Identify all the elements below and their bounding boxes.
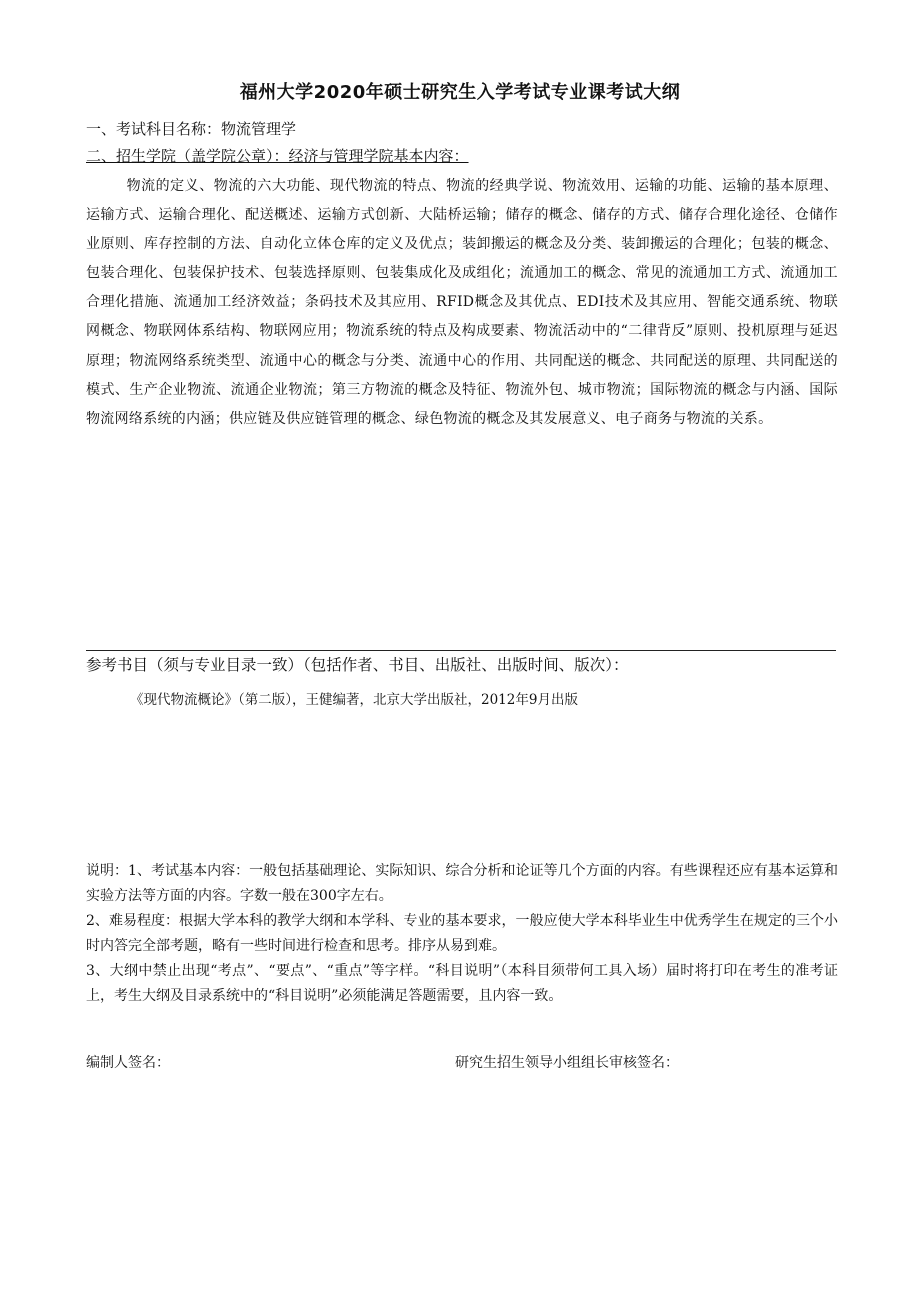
document-title: 福州大学2020年硕士研究生入学考试专业课考试大纲: [239, 82, 681, 103]
college-line: 二、招生学院（盖学院公章）：经济与管理学院基本内容：: [86, 147, 469, 165]
exam-subject-line: 一、考试科目名称：物流管理学: [86, 120, 297, 138]
compiler-signature-label: 编制人签名：: [86, 1055, 170, 1071]
reviewer-signature-label: 研究生招生领导小组组长审核签名：: [455, 1055, 679, 1071]
section-divider: [86, 650, 836, 651]
note-item: 3、大纲中禁止出现“考点”、“要点”、“重点”等字样。“科目说明”（本科目须带何工具入场）届时将打印在考生的准考证上，考生大纲及目录系统中的“科目说明”必须能满足答题需要，且内容一致。: [86, 963, 838, 1004]
notes-section: [86, 859, 838, 1009]
reference-book-item: 《现代物流概论》（第二版），王健编著，北京大学出版社，2012年9月出版: [130, 692, 578, 708]
note-item: 2、难易程度：根据大学本科的教学大纲和本学科、专业的基本要求，一般应使大学本科毕业生中优秀学生在规定的三个小时内答完全部考题，略有一些时间进行检查和思考。排序从易到难。: [86, 913, 838, 954]
content-paragraph: 物流的定义、物流的六大功能、现代物流的特点、物流的经典学说、物流效用、运输的功能、运输的基本原理、运输方式、运输合理化、配送概述、运输方式创新、大陆桥运输；储存的概念、储存的方式、储存合理化途径、仓储作业原则、库存控制的方法、自动化立体仓库的定义及优点；装卸搬运的概念及分类、装卸搬运的合理化；包装的概念、包装合理化、包装保护技术、包装选择原则、包装集成化及成组化；流通加工的概念、常见的流通加工方式、流通加工合理化措施、流通加工经济效益；条码技术及其应用、RFID概念及其优点、EDI技术及其应用、智能交通系统、物联网概念、物联网体系结构、物联网应用；物流系统的特点及构成要素、物流活动中的“二律背反”原则、投机原理与延迟原理；物流网络系统类型、流通中心的概念与分类、流通中心的作用、共同配送的概念、共同配送的原理、共同配送的模式、生产企业物流、流通企业物流；第三方物流的概念及特征、物流外包、城市物流；国际物流的概念与内涵、国际物流网络系统的内涵；供应链及供应链管理的概念、绿色物流的概念及其发展意义、电子商务与物流的关系。: [86, 178, 838, 427]
note-item: 说明：1、考试基本内容：一般包括基础理论、实际知识、综合分析和论证等几个方面的内容。有些课程还应有基本运算和实验方法等方面的内容。字数一般在300字左右。: [86, 863, 838, 904]
reference-books-label: 参考书目（须与专业目录一致）（包括作者、书目、出版社、出版时间、版次）：: [86, 656, 629, 674]
